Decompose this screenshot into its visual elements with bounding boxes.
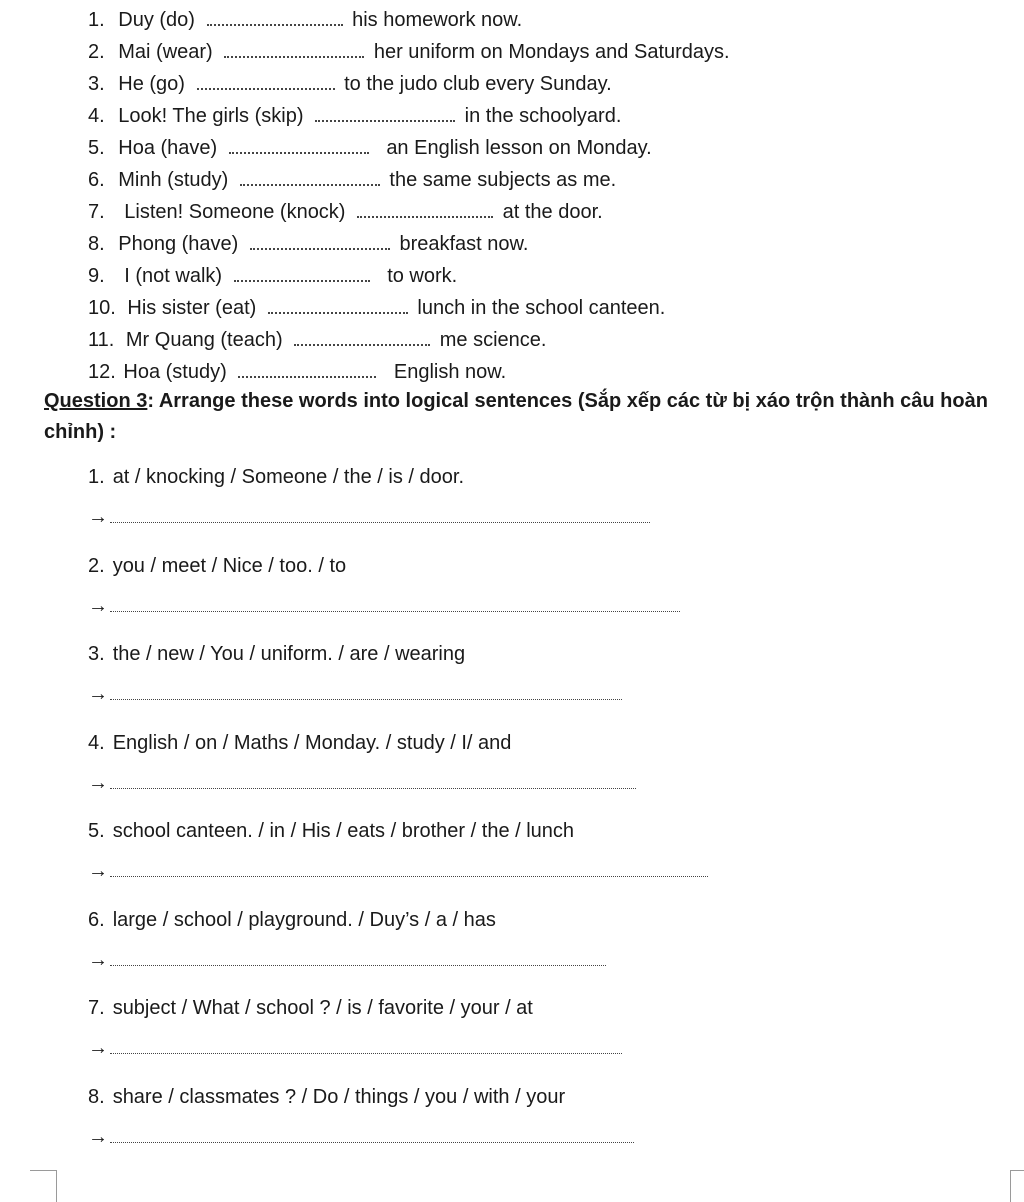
arrow-icon: →: [88, 683, 108, 705]
answer-line[interactable]: [110, 860, 708, 877]
item-continuation: to work.: [387, 265, 458, 287]
scrambled-words: at / knocking / Someone / the / is / door.: [112, 466, 464, 488]
verb-exercise-item: [88, 356, 730, 388]
item-prompt: Minh (study): [118, 169, 229, 191]
verb-exercise-item: [88, 36, 730, 68]
item-continuation: English now.: [393, 361, 507, 383]
item-number: 2.: [88, 554, 105, 577]
verb-exercise-item: [88, 292, 730, 324]
item-prompt: His sister (eat): [127, 297, 257, 319]
verb-exercise-list: [88, 4, 730, 388]
item-number: 8.: [88, 1085, 105, 1108]
item-number: 8.: [88, 233, 105, 255]
answer-blank[interactable]: [234, 266, 370, 282]
item-number: 10.: [88, 297, 116, 319]
answer-blank[interactable]: [224, 42, 364, 58]
arrow-icon: →: [88, 948, 108, 971]
scrambled-words: English / on / Maths / Monday. / study / I/ and: [112, 731, 512, 754]
item-prompt: Listen! Someone (knock): [124, 201, 346, 223]
answer-line[interactable]: [110, 772, 636, 789]
sentence-arrange-list: [88, 460, 708, 1168]
item-number: 6.: [88, 169, 105, 191]
answer-line[interactable]: [110, 1037, 622, 1054]
page-corner-mark-right: [1010, 1170, 1024, 1202]
verb-exercise-item: [88, 100, 730, 132]
scrambled-words: you / meet / Nice / too. / to: [112, 554, 347, 577]
item-number: 7.: [88, 201, 105, 223]
verb-exercise-item: [88, 164, 730, 196]
arrange-item: [88, 814, 708, 903]
arrow-icon: →: [88, 1037, 108, 1059]
page-corner-mark-left: [30, 1170, 57, 1202]
item-prompt: He (go): [118, 73, 185, 95]
item-number: 3.: [88, 73, 105, 95]
arrow-icon: →: [88, 594, 108, 617]
item-continuation: me science.: [439, 329, 547, 351]
answer-blank[interactable]: [315, 106, 455, 122]
item-number: 7.: [88, 997, 105, 1019]
answer-blank[interactable]: [238, 362, 376, 378]
answer-blank[interactable]: [197, 74, 335, 90]
answer-blank[interactable]: [207, 10, 343, 26]
item-number: 4.: [88, 105, 105, 127]
item-number: 1.: [88, 9, 105, 31]
answer-blank[interactable]: [240, 170, 380, 186]
verb-exercise-item: [88, 228, 730, 260]
arrow-icon: →: [88, 1125, 108, 1148]
item-prompt: Look! The girls (skip): [118, 105, 304, 127]
scrambled-words: school canteen. / in / His / eats / brother / the / lunch: [112, 820, 575, 842]
arrange-item: [88, 726, 708, 815]
arrange-item: [88, 903, 708, 992]
arrow-icon: →: [88, 771, 108, 794]
item-number: 4.: [88, 731, 105, 754]
item-number: 6.: [88, 908, 105, 931]
item-number: 5.: [88, 137, 105, 159]
item-prompt: Hoa (have): [118, 137, 218, 159]
item-number: 2.: [88, 41, 105, 63]
item-number: 11.: [88, 329, 115, 351]
verb-exercise-item: [88, 196, 730, 228]
answer-line[interactable]: [110, 949, 606, 966]
arrow-icon: →: [88, 860, 108, 882]
answer-line[interactable]: [110, 1126, 634, 1143]
item-number: 1.: [88, 466, 105, 488]
arrow-icon: →: [88, 506, 108, 528]
answer-line[interactable]: [110, 506, 650, 523]
arrange-item: [88, 1080, 708, 1169]
question-3-heading: [44, 386, 1014, 448]
scrambled-words: large / school / playground. / Duy’s / a / has: [112, 908, 496, 931]
arrange-item: [88, 460, 708, 549]
scrambled-words: share / classmates ? / Do / things / you / with / your: [112, 1085, 566, 1108]
item-prompt: Phong (have): [118, 233, 239, 255]
item-number: 3.: [88, 643, 105, 665]
item-continuation: lunch in the school canteen.: [417, 297, 666, 319]
item-continuation: his homework now.: [352, 9, 523, 31]
arrange-item: [88, 549, 708, 638]
item-number: 5.: [88, 820, 105, 842]
question-3-label: Question 3: [44, 390, 148, 412]
item-prompt: Duy (do): [118, 9, 195, 31]
item-prompt: Mai (wear): [118, 41, 213, 63]
scrambled-words: subject / What / school ? / is / favorite / your / at: [112, 997, 533, 1019]
item-continuation: her uniform on Mondays and Saturdays.: [373, 41, 730, 63]
verb-exercise-item: [88, 324, 730, 356]
scrambled-words: the / new / You / uniform. / are / wearing: [112, 643, 466, 665]
item-prompt: Mr Quang (teach): [125, 329, 283, 351]
item-number: 12.: [88, 361, 116, 383]
verb-exercise-item: [88, 132, 730, 164]
arrange-item: [88, 637, 708, 726]
item-prompt: I (not walk): [124, 265, 223, 287]
item-continuation: breakfast now.: [399, 233, 529, 255]
answer-blank[interactable]: [250, 234, 390, 250]
answer-line[interactable]: [110, 683, 622, 700]
item-continuation: an English lesson on Monday.: [386, 137, 652, 159]
question-3-instruction: : Arrange these words into logical sentences (Sắp xếp các từ bị xáo trộn thành câu hoàn chỉnh) :: [44, 390, 988, 443]
answer-line[interactable]: [110, 595, 680, 612]
verb-exercise-item: [88, 68, 730, 100]
verb-exercise-item: [88, 4, 730, 36]
answer-blank[interactable]: [268, 298, 408, 314]
verb-exercise-item: [88, 260, 730, 292]
answer-blank[interactable]: [229, 138, 369, 154]
item-continuation: at the door.: [502, 201, 603, 223]
item-continuation: to the judo club every Sunday.: [344, 73, 612, 95]
item-number: 9.: [88, 265, 105, 287]
answer-blank[interactable]: [294, 330, 430, 346]
arrange-item: [88, 991, 708, 1080]
answer-blank[interactable]: [357, 202, 493, 218]
item-prompt: Hoa (study): [123, 361, 227, 383]
item-continuation: the same subjects as me.: [389, 169, 617, 191]
item-continuation: in the schoolyard.: [464, 105, 622, 127]
